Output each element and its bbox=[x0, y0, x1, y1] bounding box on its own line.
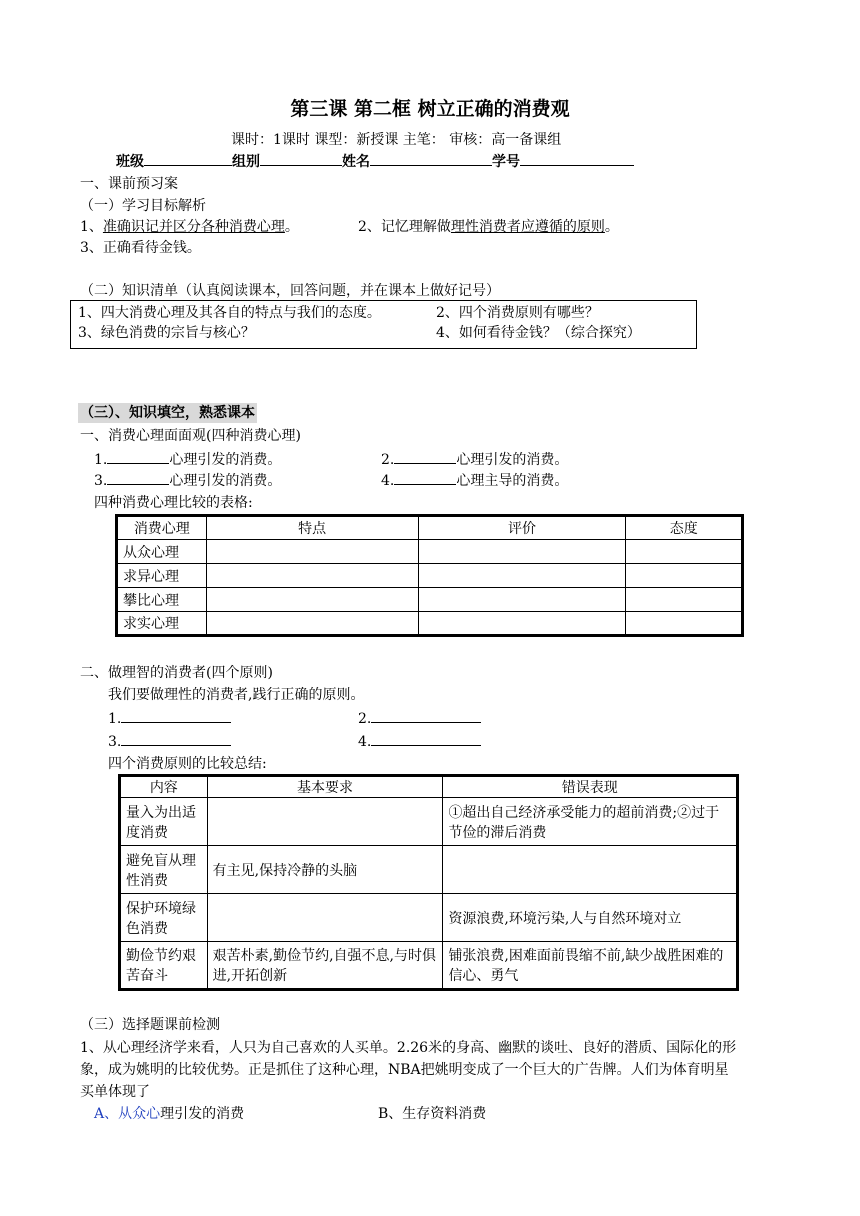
question-4: 4、如何看待金钱？（综合探究） bbox=[436, 325, 641, 341]
table-header: 基本要求 bbox=[207, 776, 443, 798]
wrong-cell[interactable]: 铺张浪费,困难面前畏缩不前,缺少战胜困难的信心、勇气 bbox=[443, 942, 738, 990]
table-header: 内容 bbox=[120, 776, 208, 798]
table-row bbox=[120, 942, 738, 990]
row-label: 求异心理 bbox=[117, 564, 207, 588]
info-group-label: 组别 bbox=[232, 154, 260, 170]
table-row bbox=[117, 540, 743, 564]
goal-3: 3、正确看待金钱。 bbox=[80, 240, 201, 256]
table-header: 错误表现 bbox=[443, 776, 738, 798]
fill-blank[interactable] bbox=[121, 708, 231, 723]
subsection-2-intro: 我们要做理性的消费者,践行正确的原则。 bbox=[108, 687, 365, 703]
table2-caption: 四个消费原则的比较总结: bbox=[108, 756, 267, 772]
question-2: 2、四个消费原则有哪些？ bbox=[436, 305, 599, 321]
answer-cell[interactable] bbox=[626, 564, 743, 588]
info-class-label: 班级 bbox=[116, 154, 144, 170]
question-1: 1、四大消费心理及其各自的特点与我们的态度。 bbox=[78, 305, 381, 321]
principle-table bbox=[118, 774, 739, 991]
requirement-cell[interactable] bbox=[207, 798, 443, 846]
answer-cell[interactable] bbox=[206, 588, 418, 612]
answer-cell[interactable] bbox=[418, 612, 626, 636]
principle-name: 量入为出适度消费 bbox=[120, 798, 208, 846]
table-header: 评价 bbox=[418, 516, 626, 540]
fill-blank[interactable] bbox=[371, 731, 481, 746]
row-label: 求实心理 bbox=[117, 612, 207, 636]
subsection-1: 一、消费心理面面观(四种消费心理) bbox=[80, 428, 301, 444]
name-blank[interactable] bbox=[370, 151, 492, 166]
fill-line-2a: 3. 心理引发的消费。 bbox=[94, 470, 281, 491]
part1-heading: （一）学习目标解析 bbox=[80, 198, 206, 214]
info-line bbox=[116, 151, 634, 172]
wrong-cell[interactable]: ①超出自己经济承受能力的超前消费;②过于节俭的滞后消费 bbox=[443, 798, 738, 846]
option-b[interactable]: B、生存资料消费 bbox=[378, 1106, 487, 1122]
requirement-cell[interactable]: 艰苦朴素,勤俭节约,自强不息,与时俱进,开拓创新 bbox=[207, 942, 443, 990]
wrong-cell[interactable] bbox=[443, 846, 738, 894]
requirement-cell[interactable] bbox=[207, 894, 443, 942]
fill-blank[interactable] bbox=[394, 470, 456, 485]
goal-1: 1、准确识记并区分各种消费心理。 bbox=[80, 219, 299, 235]
table-row bbox=[120, 846, 738, 894]
class-blank[interactable] bbox=[144, 151, 232, 166]
lesson-meta: 课时：1课时 课型：新授课 主笔： 审核：高一备课组 bbox=[231, 132, 562, 148]
table-row bbox=[117, 564, 743, 588]
answer-cell[interactable] bbox=[418, 540, 626, 564]
answer-cell[interactable] bbox=[626, 612, 743, 636]
fill-blank[interactable] bbox=[107, 449, 169, 464]
principle-name: 保护环境绿色消费 bbox=[120, 894, 208, 942]
principle-fill-3: 3. bbox=[108, 731, 231, 752]
table-header: 消费心理 bbox=[117, 516, 207, 540]
requirement-cell[interactable]: 有主见,保持冷静的头脑 bbox=[207, 846, 443, 894]
fill-blank[interactable] bbox=[107, 470, 169, 485]
table-row bbox=[120, 798, 738, 846]
fill-blank[interactable] bbox=[121, 731, 231, 746]
page-title: 第三课 第二框 树立正确的消费观 bbox=[290, 98, 570, 120]
fill-blank[interactable] bbox=[394, 449, 456, 464]
row-label: 攀比心理 bbox=[117, 588, 207, 612]
question-3: 3、绿色消费的宗旨与核心？ bbox=[78, 325, 255, 341]
table-header-row bbox=[117, 516, 743, 540]
table1-caption: 四种消费心理比较的表格: bbox=[94, 495, 253, 511]
fill-line-1a: 1. 心理引发的消费。 bbox=[94, 449, 281, 470]
psychology-table bbox=[115, 514, 744, 637]
group-blank[interactable] bbox=[260, 151, 342, 166]
answer-cell[interactable] bbox=[206, 564, 418, 588]
table-row bbox=[120, 894, 738, 942]
answer-cell[interactable] bbox=[626, 588, 743, 612]
table-row bbox=[117, 588, 743, 612]
question-1-text: 1、从心理经济学来看，人只为自己喜欢的人买单。2.26米的身高、幽默的谈吐、良好的潜质、国际化的形象，成为姚明的比较优势。正是抓住了这种心理，NBA把姚明变成了一个巨大的广告牌。人们为体育明星买单体现了 bbox=[80, 1040, 737, 1100]
table-header: 特点 bbox=[206, 516, 418, 540]
table-header-row bbox=[120, 776, 738, 798]
goal-2: 2、记忆理解做理性消费者应遵循的原则。 bbox=[358, 219, 619, 235]
principle-fill-1: 1. bbox=[108, 708, 231, 729]
table-row bbox=[117, 612, 743, 636]
part3-heading: （三）、知识填空，熟悉课本 bbox=[80, 405, 255, 421]
section-heading: 一、课前预习案 bbox=[80, 176, 178, 192]
fill-blank[interactable] bbox=[371, 708, 481, 723]
row-label: 从众心理 bbox=[117, 540, 207, 564]
answer-cell[interactable] bbox=[206, 540, 418, 564]
answer-cell[interactable] bbox=[418, 564, 626, 588]
fill-line-2b: 4. 心理主导的消费。 bbox=[381, 470, 568, 491]
part2-heading: （二）知识清单（认真阅读课本，回答问题，并在课本上做好记号） bbox=[80, 283, 500, 299]
answer-cell[interactable] bbox=[418, 588, 626, 612]
principle-name: 避免盲从理性消费 bbox=[120, 846, 208, 894]
principle-fill-2: 2. bbox=[358, 708, 481, 729]
answer-cell[interactable] bbox=[206, 612, 418, 636]
info-name-label: 姓名 bbox=[342, 154, 370, 170]
wrong-cell[interactable]: 资源浪费,环境污染,人与自然环境对立 bbox=[443, 894, 738, 942]
part4-heading: （三）选择题课前检测 bbox=[80, 1017, 220, 1033]
fill-line-1b: 2. 心理引发的消费。 bbox=[381, 449, 568, 470]
option-a[interactable]: A、从众心理引发的消费 bbox=[94, 1106, 245, 1122]
id-blank[interactable] bbox=[520, 151, 634, 166]
answer-cell[interactable] bbox=[626, 540, 743, 564]
info-id-label: 学号 bbox=[492, 154, 520, 170]
table-header: 态度 bbox=[626, 516, 743, 540]
principle-name: 勤俭节约艰苦奋斗 bbox=[120, 942, 208, 990]
principle-fill-4: 4. bbox=[358, 731, 481, 752]
subsection-2: 二、做理智的消费者(四个原则) bbox=[80, 665, 273, 681]
